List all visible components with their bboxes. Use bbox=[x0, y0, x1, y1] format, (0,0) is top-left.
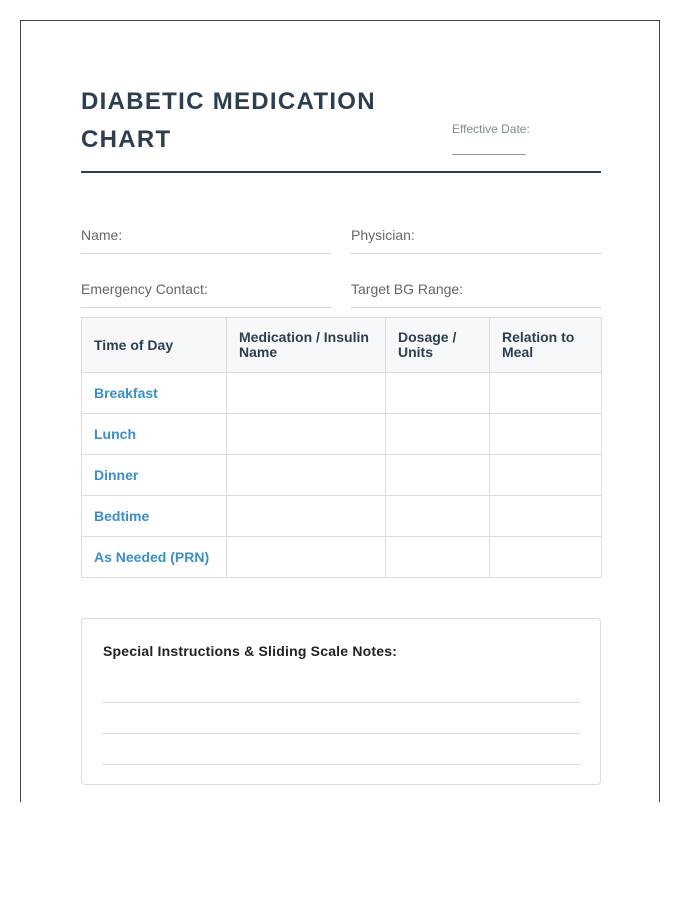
row-label-breakfast: Breakfast bbox=[82, 373, 227, 414]
table-row bbox=[82, 496, 602, 537]
medication-table bbox=[81, 317, 602, 578]
dosage-cell[interactable] bbox=[386, 496, 490, 537]
name-field[interactable] bbox=[81, 219, 331, 254]
relation-cell[interactable] bbox=[490, 496, 602, 537]
relation-cell[interactable] bbox=[490, 373, 602, 414]
physician-label: Physician: bbox=[351, 227, 415, 243]
physician-field[interactable] bbox=[351, 219, 601, 254]
document-header bbox=[81, 83, 601, 173]
row-label-as-needed: As Needed (PRN) bbox=[82, 537, 227, 578]
dosage-cell[interactable] bbox=[386, 455, 490, 496]
target-bg-range-field[interactable] bbox=[351, 273, 601, 308]
target-bg-range-label: Target BG Range: bbox=[351, 281, 464, 297]
table-header-row bbox=[82, 318, 602, 373]
table-row bbox=[82, 373, 602, 414]
effective-date-field[interactable] bbox=[452, 121, 562, 137]
medication-cell[interactable] bbox=[227, 537, 386, 578]
notes-line bbox=[102, 733, 580, 734]
row-label-dinner: Dinner bbox=[82, 455, 227, 496]
relation-cell[interactable] bbox=[490, 455, 602, 496]
dosage-cell[interactable] bbox=[386, 537, 490, 578]
table-row bbox=[82, 455, 602, 496]
special-instructions-title: Special Instructions & Sliding Scale Notes: bbox=[103, 643, 398, 659]
table-row bbox=[82, 537, 602, 578]
medication-cell[interactable] bbox=[227, 455, 386, 496]
dosage-cell[interactable] bbox=[386, 373, 490, 414]
relation-cell[interactable] bbox=[490, 414, 602, 455]
column-header-dosage: Dosage / Units bbox=[386, 318, 490, 373]
effective-date-line bbox=[452, 154, 526, 155]
special-instructions-box[interactable] bbox=[81, 618, 601, 785]
row-label-bedtime: Bedtime bbox=[82, 496, 227, 537]
dosage-cell[interactable] bbox=[386, 414, 490, 455]
document-page bbox=[20, 20, 660, 802]
document-title: DIABETIC MEDICATION CHART bbox=[81, 88, 376, 153]
medication-cell[interactable] bbox=[227, 496, 386, 537]
relation-cell[interactable] bbox=[490, 537, 602, 578]
medication-cell[interactable] bbox=[227, 414, 386, 455]
effective-date-label: Effective Date: bbox=[452, 122, 530, 136]
row-label-lunch: Lunch bbox=[82, 414, 227, 455]
column-header-time-of-day: Time of Day bbox=[82, 318, 227, 373]
medication-cell[interactable] bbox=[227, 373, 386, 414]
notes-line bbox=[102, 702, 580, 703]
table-row bbox=[82, 414, 602, 455]
column-header-relation-to-meal: Relation to Meal bbox=[490, 318, 602, 373]
column-header-medication: Medication / Insulin Name bbox=[227, 318, 386, 373]
name-label: Name: bbox=[81, 227, 123, 243]
notes-line bbox=[102, 764, 580, 765]
emergency-contact-label: Emergency Contact: bbox=[81, 281, 208, 297]
emergency-contact-field[interactable] bbox=[81, 273, 331, 308]
